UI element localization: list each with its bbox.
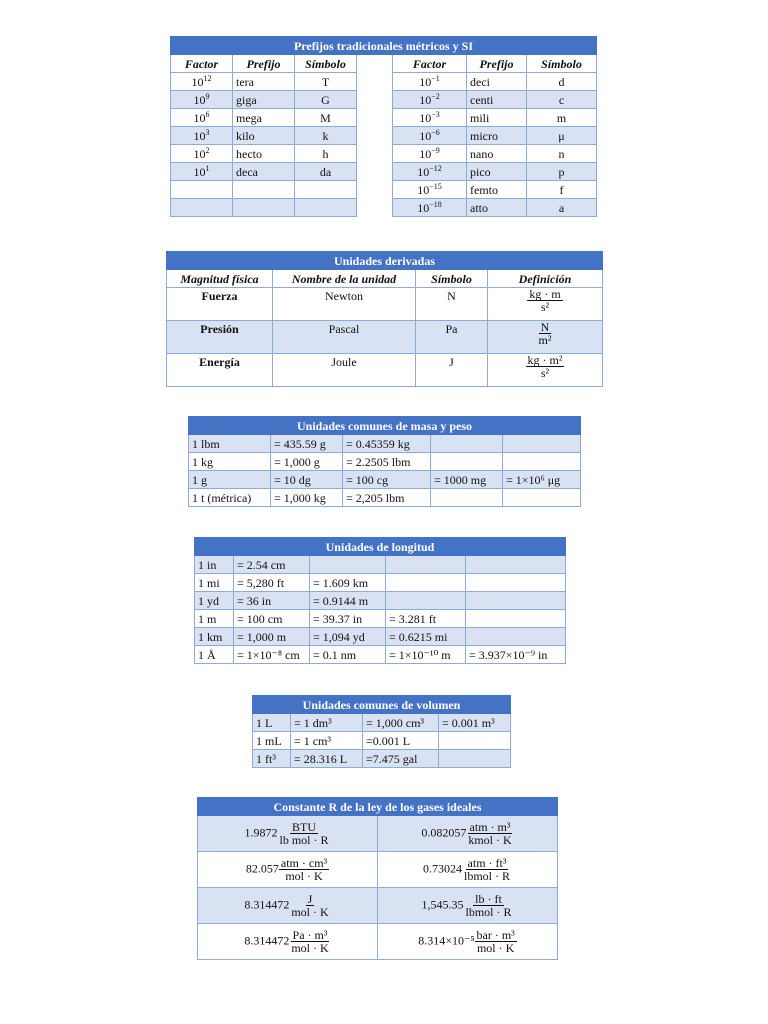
coefficient: 1.9872 xyxy=(244,825,278,840)
table-cell: = 1,094 yd xyxy=(310,628,386,646)
derived-title: Unidades derivadas xyxy=(167,252,603,270)
table-cell xyxy=(431,489,503,507)
length-title: Unidades de longitud xyxy=(195,538,566,556)
prefix-cell: kilo xyxy=(233,127,295,145)
fraction-numerator: atm · cm³ xyxy=(280,856,328,870)
table-cell: = 1.609 km xyxy=(310,574,386,592)
gas-constant-cell xyxy=(378,924,558,960)
table-cell: 1 Å xyxy=(195,646,234,664)
prefix-cell: nano xyxy=(467,145,527,163)
factor-base: 10 xyxy=(419,92,432,107)
table-cell: = 3.937×10⁻⁹ in xyxy=(466,646,566,664)
factor-exponent: −18 xyxy=(429,199,442,209)
factor-cell xyxy=(171,199,233,217)
header-symbol: Símbolo xyxy=(527,55,597,73)
table-row xyxy=(253,750,511,768)
table-cell: = 39.37 in xyxy=(310,610,386,628)
gas-constant-cell xyxy=(198,888,378,924)
spacer xyxy=(357,199,393,217)
fraction-numerator: N xyxy=(540,320,550,334)
table-row xyxy=(167,288,603,321)
factor-base: 10 xyxy=(193,146,206,161)
factor-cell xyxy=(171,181,233,199)
table-row xyxy=(171,91,597,109)
fraction-numerator: kg · m xyxy=(529,287,561,301)
gas-constant-cell xyxy=(378,816,558,852)
magnitude-cell: Energía xyxy=(167,354,273,387)
factor-cell xyxy=(171,91,233,109)
symbol-cell: a xyxy=(527,199,597,217)
factor-cell xyxy=(393,109,467,127)
fraction-numerator: Pa · m³ xyxy=(292,928,328,942)
spacer xyxy=(357,73,393,91)
table-cell: = 10 dg xyxy=(271,471,343,489)
gas-constant-cell xyxy=(198,924,378,960)
factor-cell xyxy=(171,145,233,163)
spacer xyxy=(357,181,393,199)
fraction-numerator: atm · ft³ xyxy=(467,856,507,870)
fraction-numerator: J xyxy=(307,892,313,906)
table-cell: = 5,280 ft xyxy=(234,574,310,592)
table-cell: = 1×10⁶ μg xyxy=(503,471,581,489)
factor-cell xyxy=(393,145,467,163)
table-cell: = 2,205 lbm xyxy=(343,489,431,507)
table-cell xyxy=(386,574,466,592)
table-row xyxy=(195,574,566,592)
factor-base: 10 xyxy=(193,164,206,179)
fraction-numerator: kg · m² xyxy=(527,353,563,367)
table-cell: = 1×10⁻⁸ cm xyxy=(234,646,310,664)
fraction xyxy=(463,893,513,918)
table-cell: = 0.6215 mi xyxy=(386,628,466,646)
gas-constant-cell xyxy=(198,816,378,852)
table-cell: = 1 cm³ xyxy=(291,732,363,750)
table-cell: 1 mi xyxy=(195,574,234,592)
prefix-cell: mili xyxy=(467,109,527,127)
symbol-cell: k xyxy=(295,127,357,145)
table-cell: = 1000 mg xyxy=(431,471,503,489)
prefix-cell: tera xyxy=(233,73,295,91)
prefix-cell: pico xyxy=(467,163,527,181)
table-cell: = 36 in xyxy=(234,592,310,610)
table-cell: = 28.316 L xyxy=(291,750,363,768)
fraction xyxy=(466,821,513,846)
fraction-numerator: lb · ft xyxy=(475,892,502,906)
gas-constant-cell xyxy=(198,852,378,888)
header-prefix: Prefijo xyxy=(467,55,527,73)
coefficient: 8.314472 xyxy=(244,933,290,948)
factor-base: 10 xyxy=(191,74,204,89)
factor-base: 10 xyxy=(417,200,430,215)
symbol-cell xyxy=(295,199,357,217)
factor-exponent: −1 xyxy=(431,73,440,83)
table-row xyxy=(195,556,566,574)
prefix-cell: mega xyxy=(233,109,295,127)
fraction xyxy=(527,288,562,313)
table-row xyxy=(171,109,597,127)
prefixes-title: Prefijos tradicionales métricos y SI xyxy=(171,37,597,55)
table-cell: = 1,000 g xyxy=(271,453,343,471)
fraction-denominator: lbmol · R xyxy=(465,905,512,919)
fraction-denominator: s² xyxy=(540,300,550,314)
table-cell xyxy=(466,592,566,610)
factor-cell xyxy=(393,181,467,199)
coefficient: 82.057 xyxy=(245,861,279,876)
table-cell xyxy=(310,556,386,574)
coefficient: 1,545.35 xyxy=(421,897,464,912)
symbol-cell: d xyxy=(527,73,597,91)
symbol-cell: m xyxy=(527,109,597,127)
prefix-cell: atto xyxy=(467,199,527,217)
factor-cell xyxy=(393,163,467,181)
gas-constant-cell xyxy=(378,888,558,924)
factor-exponent: −3 xyxy=(431,109,440,119)
factor-cell xyxy=(171,127,233,145)
fraction-denominator: mol · K xyxy=(291,941,329,955)
table-cell xyxy=(503,435,581,453)
symbol-cell: Pa xyxy=(416,321,488,354)
fraction-denominator: kmol · K xyxy=(468,833,512,847)
derived-units-table xyxy=(166,251,603,387)
table-cell xyxy=(431,453,503,471)
spacer xyxy=(357,109,393,127)
table-row xyxy=(171,163,597,181)
table-cell: 1 in xyxy=(195,556,234,574)
fraction xyxy=(475,929,517,954)
table-cell: = 100 cm xyxy=(234,610,310,628)
table-row xyxy=(253,732,511,750)
table-cell: = 100 cg xyxy=(343,471,431,489)
table-row xyxy=(253,714,511,732)
table-cell: 1 L xyxy=(253,714,291,732)
header-factor: Factor xyxy=(171,55,233,73)
table-cell: = 1,000 kg xyxy=(271,489,343,507)
prefix-cell: deca xyxy=(233,163,295,181)
factor-base: 10 xyxy=(419,74,432,89)
header-factor: Factor xyxy=(393,55,467,73)
factor-base: 10 xyxy=(417,164,430,179)
table-cell: 1 ft³ xyxy=(253,750,291,768)
prefixes-table xyxy=(170,36,597,217)
table-row xyxy=(189,435,581,453)
table-cell: 1 g xyxy=(189,471,271,489)
table-cell: 1 yd xyxy=(195,592,234,610)
spacer xyxy=(357,163,393,181)
factor-base: 10 xyxy=(417,182,430,197)
header-magnitude: Magnitud física xyxy=(167,270,273,288)
table-cell: 1 m xyxy=(195,610,234,628)
factor-base: 10 xyxy=(419,146,432,161)
factor-exponent: 2 xyxy=(205,145,210,155)
table-cell: = 1,000 m xyxy=(234,628,310,646)
fraction-denominator: s² xyxy=(540,366,550,380)
factor-base: 10 xyxy=(419,128,432,143)
prefix-cell xyxy=(233,181,295,199)
table-row xyxy=(198,852,558,888)
table-row xyxy=(171,127,597,145)
factor-cell xyxy=(393,127,467,145)
symbol-cell: n xyxy=(527,145,597,163)
factor-cell xyxy=(393,91,467,109)
table-row xyxy=(198,888,558,924)
factor-exponent: −15 xyxy=(429,181,442,191)
table-cell xyxy=(503,489,581,507)
mass-units-table xyxy=(188,416,581,507)
fraction-denominator: m² xyxy=(538,333,552,347)
spacer xyxy=(357,145,393,163)
symbol-cell: J xyxy=(416,354,488,387)
table-row xyxy=(195,592,566,610)
factor-cell xyxy=(393,73,467,91)
prefix-cell: micro xyxy=(467,127,527,145)
unit-name-cell: Newton xyxy=(273,288,416,321)
factor-cell xyxy=(171,73,233,91)
table-cell: 1 t (métrica) xyxy=(189,489,271,507)
table-row xyxy=(195,628,566,646)
fraction xyxy=(289,893,330,918)
symbol-cell: h xyxy=(295,145,357,163)
table-cell: =7.475 gal xyxy=(363,750,439,768)
factor-exponent: 12 xyxy=(203,73,212,83)
header-prefix: Prefijo xyxy=(233,55,295,73)
table-cell: = 0.9144 m xyxy=(310,592,386,610)
table-row xyxy=(189,489,581,507)
table-cell: = 1,000 cm³ xyxy=(363,714,439,732)
table-row xyxy=(189,471,581,489)
symbol-cell: f xyxy=(527,181,597,199)
spacer xyxy=(357,91,393,109)
factor-exponent: 9 xyxy=(205,91,210,101)
fraction-denominator: mol · K xyxy=(285,869,323,883)
table-cell xyxy=(439,732,511,750)
table-row xyxy=(171,181,597,199)
symbol-cell: da xyxy=(295,163,357,181)
fraction xyxy=(279,857,329,882)
table-cell: = 0.001 m³ xyxy=(439,714,511,732)
coefficient: 0.082057 xyxy=(421,825,467,840)
table-cell: = 1×10⁻¹⁰ m xyxy=(386,646,466,664)
symbol-cell xyxy=(295,181,357,199)
fraction xyxy=(462,857,512,882)
table-row xyxy=(195,610,566,628)
table-cell: 1 kg xyxy=(189,453,271,471)
factor-exponent: −2 xyxy=(431,91,440,101)
table-cell: 1 mL xyxy=(253,732,291,750)
factor-base: 10 xyxy=(193,128,206,143)
coefficient: 8.314472 xyxy=(244,897,290,912)
factor-base: 10 xyxy=(193,92,206,107)
table-cell xyxy=(386,592,466,610)
unit-name-cell: Joule xyxy=(273,354,416,387)
fraction-numerator: bar · m³ xyxy=(476,928,515,942)
prefix-cell xyxy=(233,199,295,217)
table-cell xyxy=(466,556,566,574)
table-cell: =0.001 L xyxy=(363,732,439,750)
table-row xyxy=(171,145,597,163)
table-cell: = 1 dm³ xyxy=(291,714,363,732)
table-row xyxy=(189,453,581,471)
table-cell: = 0.45359 kg xyxy=(343,435,431,453)
table-cell xyxy=(439,750,511,768)
factor-exponent: 6 xyxy=(205,109,210,119)
factor-exponent: 3 xyxy=(205,127,210,137)
definition-cell xyxy=(488,354,603,387)
symbol-cell: c xyxy=(527,91,597,109)
fraction xyxy=(526,354,565,379)
symbol-cell: T xyxy=(295,73,357,91)
table-row xyxy=(171,199,597,217)
prefix-cell: deci xyxy=(467,73,527,91)
fraction-denominator: lbmol · R xyxy=(463,869,510,883)
factor-exponent: 1 xyxy=(205,163,210,173)
table-cell: 1 km xyxy=(195,628,234,646)
symbol-cell: N xyxy=(416,288,488,321)
table-cell xyxy=(503,453,581,471)
coefficient: 8.314×10⁻⁵ xyxy=(418,933,475,948)
factor-cell xyxy=(171,109,233,127)
factor-base: 10 xyxy=(419,110,432,125)
symbol-cell: μ xyxy=(527,127,597,145)
table-row xyxy=(198,816,558,852)
spacer xyxy=(357,127,393,145)
table-row xyxy=(198,924,558,960)
definition-cell xyxy=(488,288,603,321)
fraction-denominator: mol · K xyxy=(476,941,515,955)
factor-exponent: −12 xyxy=(429,163,442,173)
fraction xyxy=(277,821,330,846)
table-row xyxy=(195,646,566,664)
prefix-cell: centi xyxy=(467,91,527,109)
symbol-cell: M xyxy=(295,109,357,127)
unit-name-cell: Pascal xyxy=(273,321,416,354)
table-cell: = 2.2505 lbm xyxy=(343,453,431,471)
factor-cell xyxy=(171,163,233,181)
fraction xyxy=(537,321,554,346)
gas-constant-cell xyxy=(378,852,558,888)
prefix-cell: giga xyxy=(233,91,295,109)
symbol-cell: G xyxy=(295,91,357,109)
volume-title: Unidades comunes de volumen xyxy=(253,696,511,714)
fraction-denominator: lb mol · R xyxy=(279,833,329,847)
magnitude-cell: Fuerza xyxy=(167,288,273,321)
table-cell xyxy=(466,574,566,592)
length-units-table xyxy=(194,537,566,664)
symbol-cell: p xyxy=(527,163,597,181)
header-unit-name: Nombre de la unidad xyxy=(273,270,416,288)
table-row xyxy=(171,73,597,91)
table-cell xyxy=(466,628,566,646)
table-cell: = 0.1 nm xyxy=(310,646,386,664)
table-cell xyxy=(386,556,466,574)
gas-title: Constante R de la ley de los gases ideales xyxy=(198,798,558,816)
prefix-cell: hecto xyxy=(233,145,295,163)
table-cell: = 3.281 ft xyxy=(386,610,466,628)
prefix-cell: femto xyxy=(467,181,527,199)
table-row xyxy=(167,321,603,354)
factor-exponent: −6 xyxy=(431,127,440,137)
fraction xyxy=(289,929,330,954)
table-cell: 1 lbm xyxy=(189,435,271,453)
header-symbol: Símbolo xyxy=(416,270,488,288)
fraction-numerator: atm · m³ xyxy=(469,820,511,834)
gas-constant-table xyxy=(197,797,558,960)
table-cell: = 2.54 cm xyxy=(234,556,310,574)
table-cell xyxy=(431,435,503,453)
table-cell: = 435.59 g xyxy=(271,435,343,453)
header-definition: Definición xyxy=(488,270,603,288)
coefficient: 0.73024 xyxy=(422,861,462,876)
table-cell xyxy=(466,610,566,628)
fraction-numerator: BTU xyxy=(291,820,316,834)
table-row xyxy=(167,354,603,387)
factor-base: 10 xyxy=(193,110,206,125)
factor-cell xyxy=(393,199,467,217)
header-symbol: Símbolo xyxy=(295,55,357,73)
definition-cell xyxy=(488,321,603,354)
factor-exponent: −9 xyxy=(431,145,440,155)
magnitude-cell: Presión xyxy=(167,321,273,354)
mass-title: Unidades comunes de masa y peso xyxy=(189,417,581,435)
fraction-denominator: mol · K xyxy=(291,905,329,919)
volume-units-table xyxy=(252,695,511,768)
